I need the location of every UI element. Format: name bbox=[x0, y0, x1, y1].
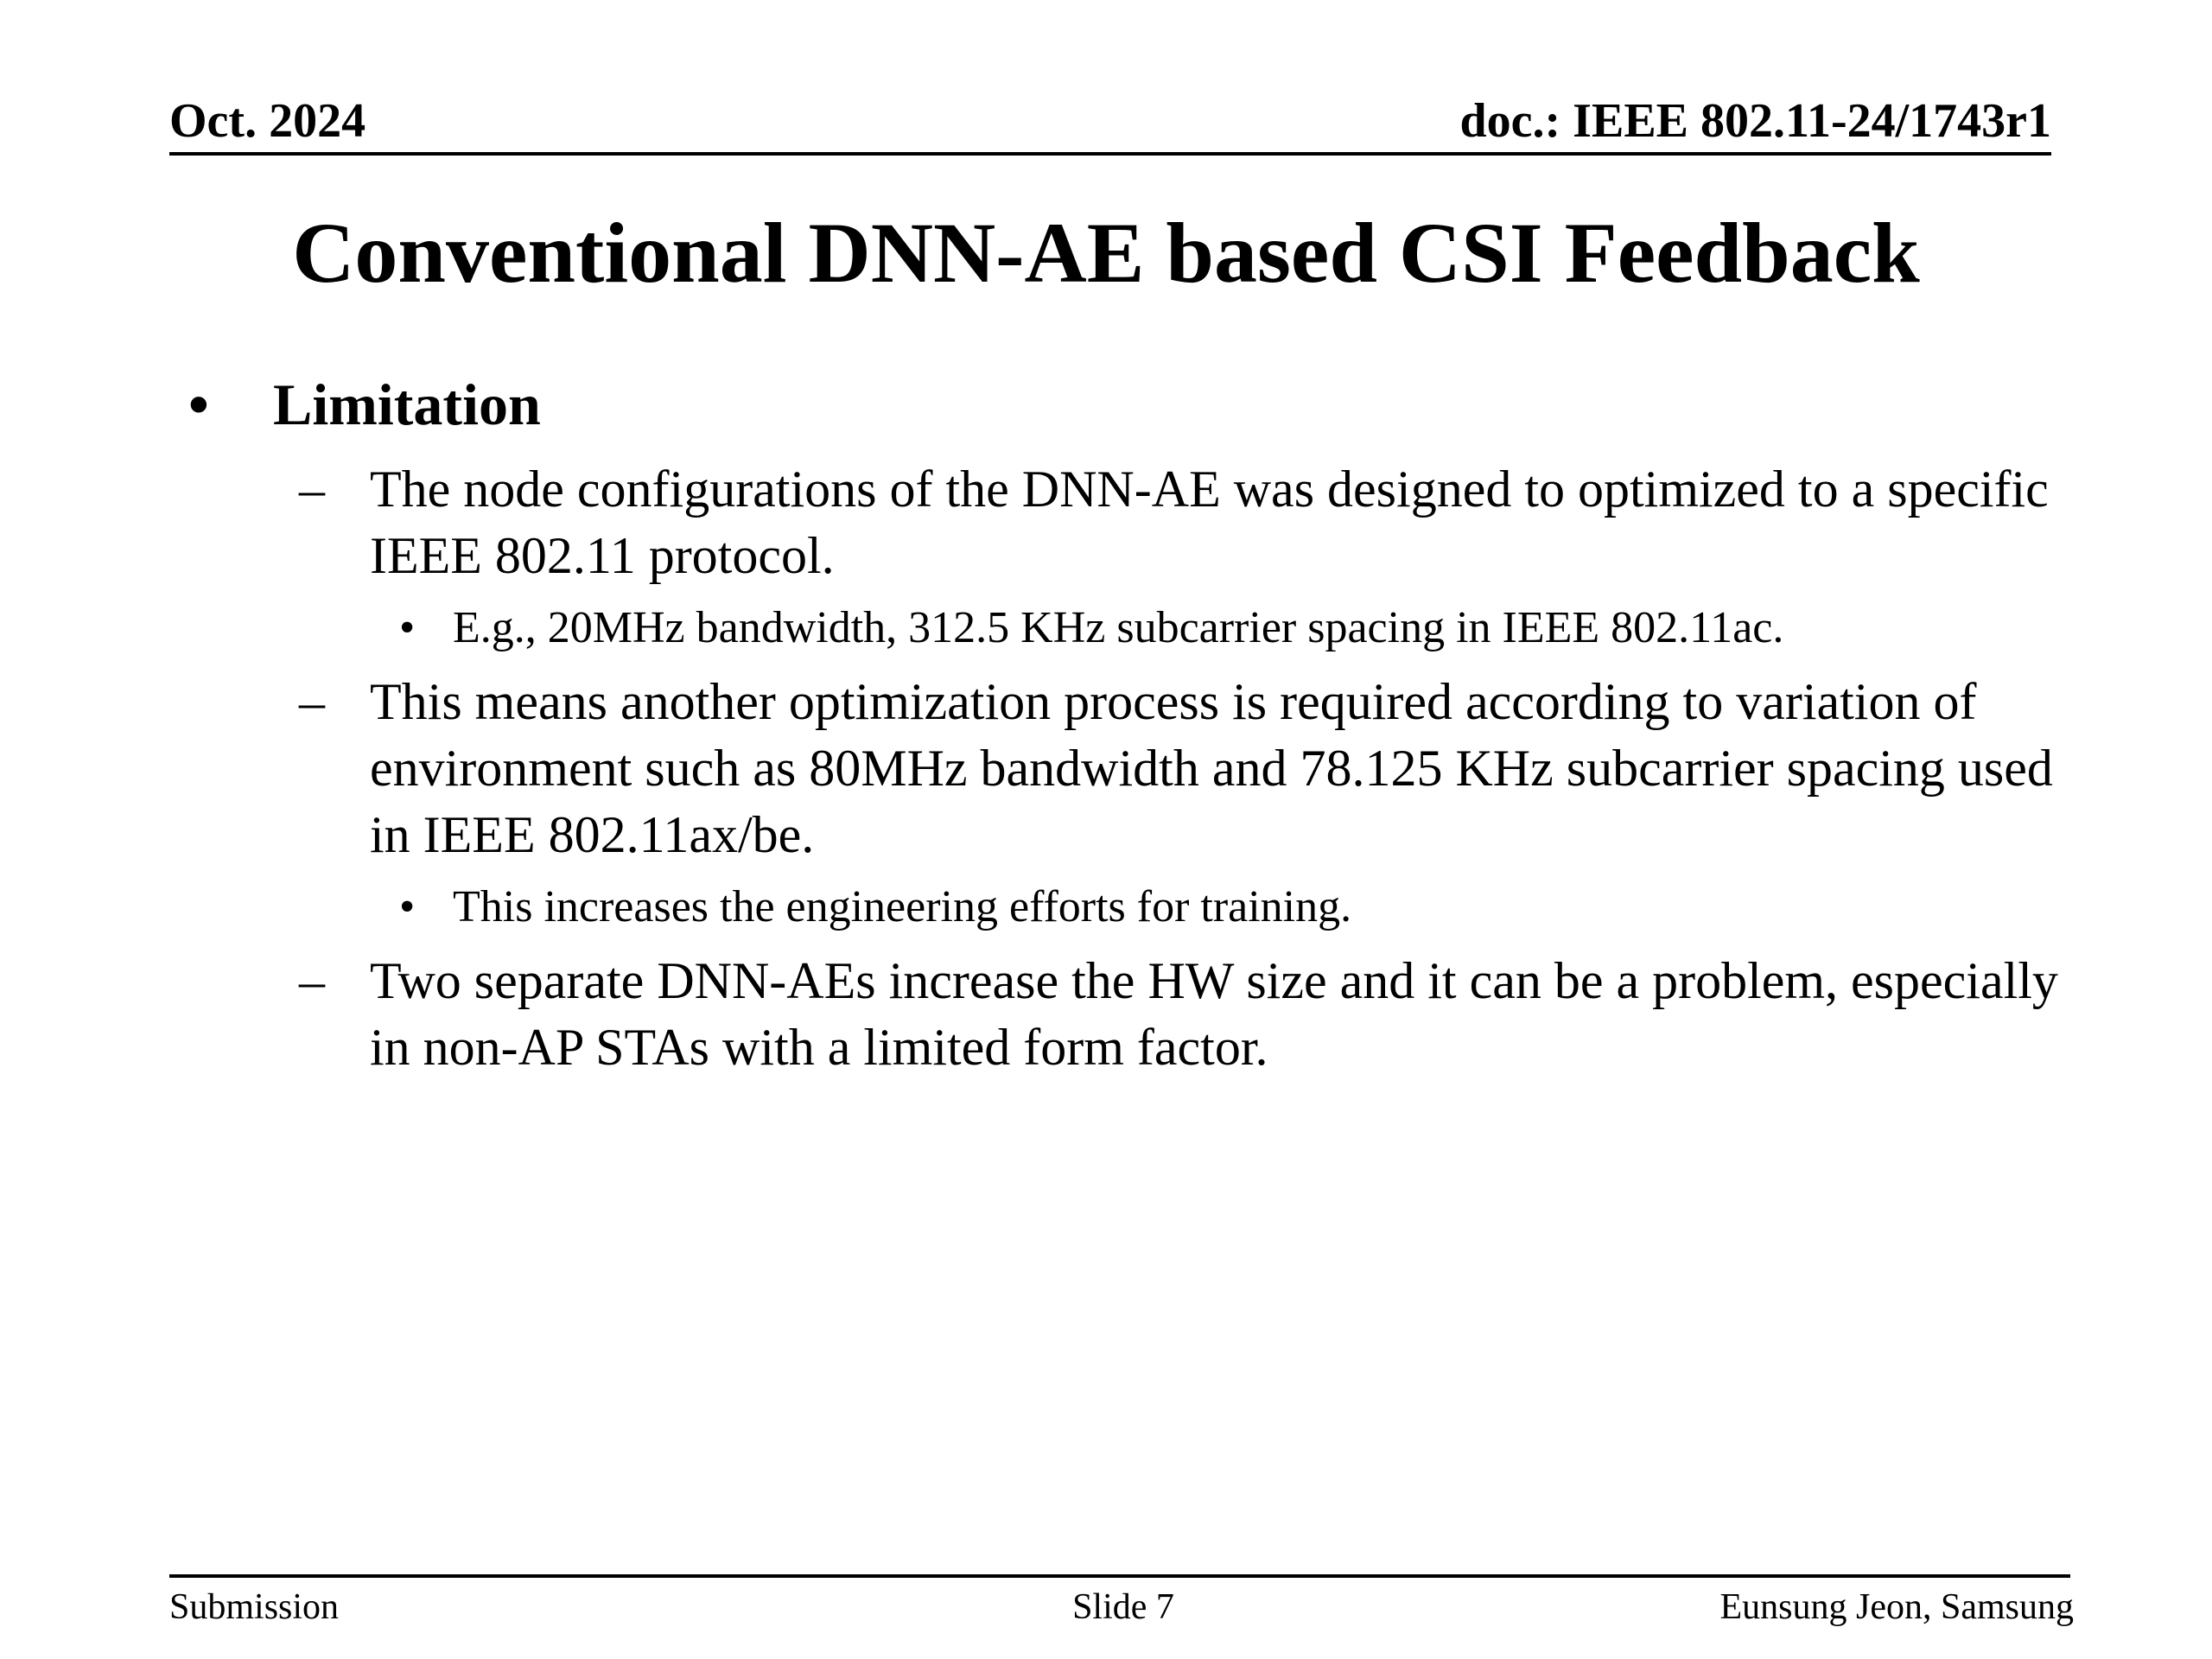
bullet-text: Limitation bbox=[273, 372, 541, 437]
bullet-marker: • bbox=[399, 882, 416, 931]
slide-body bbox=[169, 363, 2070, 1081]
sub-sub-bullet-text: This increases the engineering efforts for training. bbox=[453, 882, 1352, 931]
footer-divider bbox=[169, 1574, 2070, 1578]
sub-bullet-text: Two separate DNN-AEs increase the HW size and it can be a problem, especially in non-AP STAs with a limited form factor. bbox=[370, 952, 2058, 1076]
bullet-marker: • bbox=[399, 603, 416, 652]
sub-bullet-1 bbox=[169, 456, 2070, 589]
footer-slide-number: Slide 7 bbox=[1072, 1587, 1174, 1627]
footer-submission: Submission bbox=[169, 1587, 340, 1627]
dash-marker: – bbox=[299, 461, 325, 518]
bullet-limitation bbox=[169, 363, 2070, 446]
sub-bullet-text: The node configurations of the DNN-AE was designed to optimized to a specific IEEE 802.11 protocol. bbox=[370, 461, 2049, 584]
sub-sub-bullet-1 bbox=[169, 598, 2070, 658]
dash-marker: – bbox=[299, 673, 325, 730]
dash-marker: – bbox=[299, 952, 325, 1009]
sub-bullet-text: This means another optimization process is required according to variation of environment such as 80MHz bandwidth and 78.125 KHz subcarrier spacing used in IEEE 802.11ax/be. bbox=[370, 673, 2053, 863]
header-date: Oct. 2024 bbox=[169, 94, 366, 148]
bullet-marker: • bbox=[188, 372, 209, 437]
sub-sub-bullet-2 bbox=[169, 877, 2070, 938]
header-doc-id: doc.: IEEE 802.11-24/1743r1 bbox=[1459, 94, 2051, 148]
header-bar bbox=[169, 83, 2051, 156]
sub-bullet-2 bbox=[169, 669, 2070, 868]
slide-title: Conventional DNN-AE based CSI Feedback bbox=[292, 205, 1920, 301]
footer-author: Eunsung Jeon, Samsung bbox=[1719, 1587, 2074, 1627]
sub-sub-bullet-text: E.g., 20MHz bandwidth, 312.5 KHz subcarrier spacing in IEEE 802.11ac. bbox=[453, 603, 1784, 652]
sub-bullet-3 bbox=[169, 948, 2070, 1081]
